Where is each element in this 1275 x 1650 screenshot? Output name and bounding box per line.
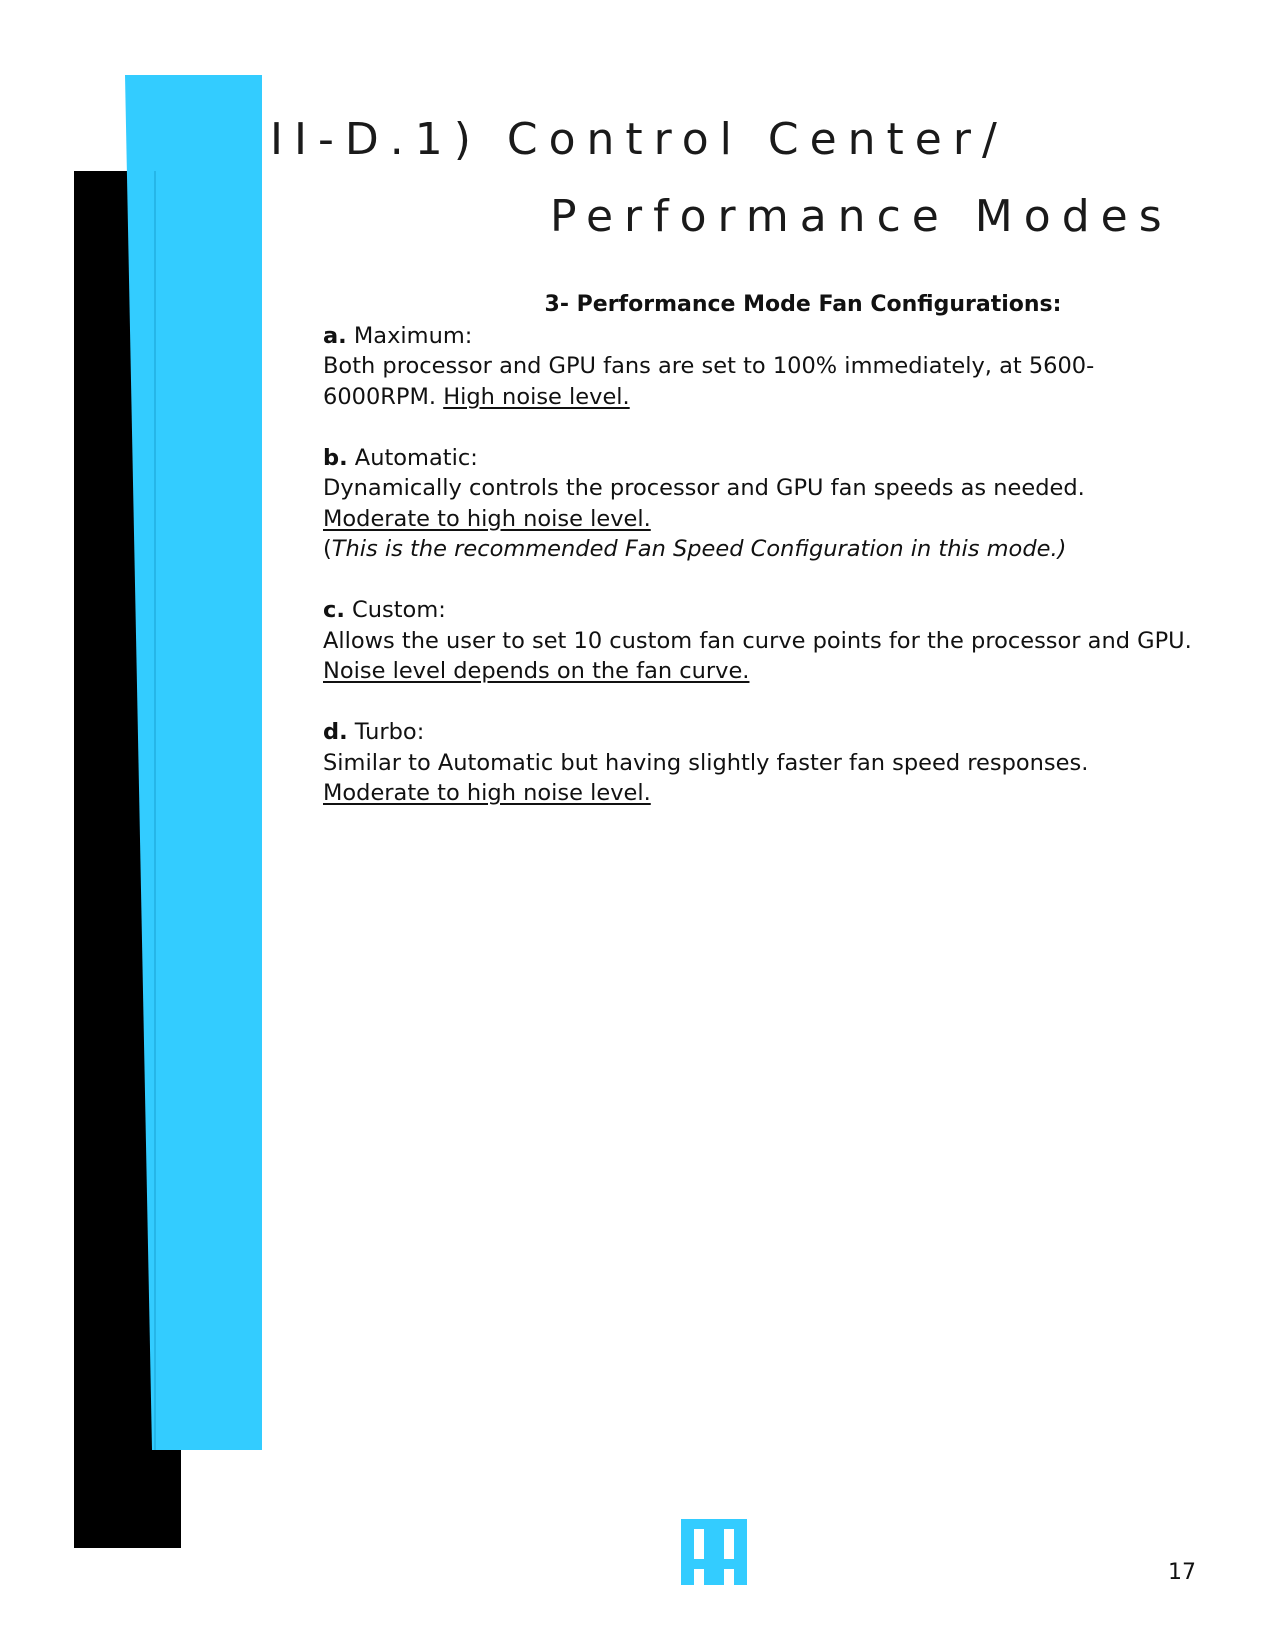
item-name: Turbo: [347, 719, 425, 745]
list-item-custom [323, 595, 1193, 687]
main-content [323, 290, 1193, 839]
item-description [323, 626, 1193, 687]
noise-level-text: Moderate to high noise level. [323, 780, 651, 806]
item-title [323, 717, 1193, 748]
page-title-line-2: Performance Modes [550, 191, 1173, 242]
noise-level-line [323, 778, 1193, 809]
item-letter: a. [323, 322, 347, 349]
noise-level-text: High noise level. [443, 383, 630, 410]
item-letter: c. [323, 597, 345, 623]
item-title [323, 595, 1193, 626]
list-item-automatic [323, 443, 1193, 565]
item-note [323, 534, 1193, 565]
item-letter: d. [323, 719, 348, 745]
item-letter: b. [323, 444, 348, 471]
item-desc-text: Allows the user to set 10 custom fan curve points for the processor and GPU. [323, 627, 1192, 654]
page-number: 17 [1168, 1560, 1196, 1585]
item-description: Dynamically controls the processor and GPU fan speeds as needed. [323, 475, 1085, 501]
noise-level-line [323, 504, 1193, 535]
item-name: Custom: [344, 597, 446, 623]
list-item-turbo [323, 717, 1193, 809]
item-description: Similar to Automatic but having slightly faster fan speed responses. [323, 749, 1089, 776]
noise-level-text: Moderate to high noise level. [323, 505, 651, 532]
page-title-line-1: II-D.1) Control Center/ [270, 114, 1008, 165]
item-name: Maximum: [346, 322, 473, 349]
sidebar-decoration [0, 0, 270, 1560]
item-description [323, 351, 1193, 412]
list-item-maximum [323, 321, 1193, 413]
section-heading: 3- Performance Mode Fan Configurations: [544, 292, 1062, 317]
item-desc-text: Both processor and GPU fans are set to 100% immediately, at 5600-6000RPM. [323, 353, 1095, 410]
brand-logo-icon [681, 1519, 747, 1585]
item-title [323, 321, 1193, 352]
sidebar-blue-bar [155, 75, 262, 1450]
noise-level-text: Noise level depends on the fan curve. [323, 658, 750, 684]
item-name: Automatic: [347, 444, 478, 471]
item-title [323, 443, 1193, 474]
note-text: This is the recommended Fan Speed Configuration in this mode.) [331, 536, 1067, 562]
note-open-paren: ( [323, 536, 332, 562]
